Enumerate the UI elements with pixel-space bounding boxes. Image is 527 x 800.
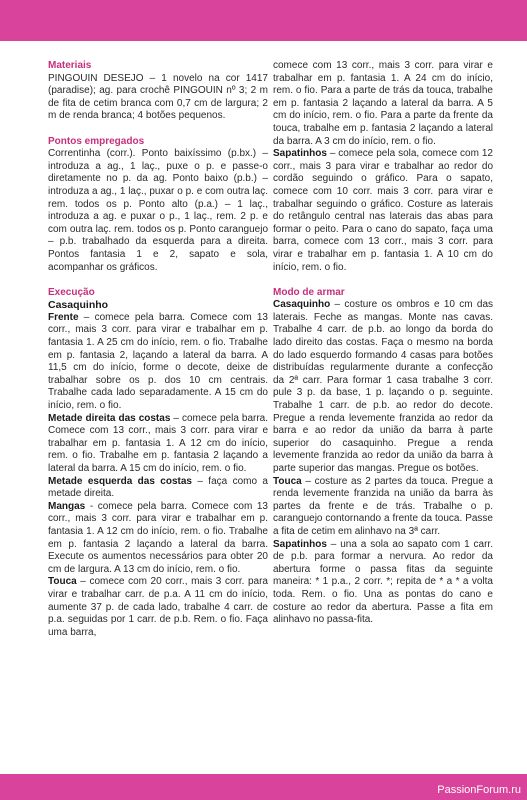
top-decorative-band	[0, 0, 527, 41]
metade-direita-text: – comece pela barra. Comece com 13 corr., mais 3 corr. para virar e trabalhar em p. fantasia 1. A 12 cm do início, rem. o fio. Trabalhe em p. fantasia 2 laçando a lateral da barra. A 15 cm do início, rem. o fio.	[48, 412, 269, 474]
materials-heading: Materiais	[48, 60, 92, 71]
assembly-touca-label: Touca	[273, 475, 302, 487]
metade-esquerda-label: Metade esquerda das costas	[48, 475, 192, 487]
assembly-heading: Modo de armar	[273, 286, 345, 298]
watermark-text: PassionForum.ru	[437, 784, 521, 796]
sapatinhos-text: – comece pela sola, comece com 12 corr., mais 3 para virar e trabalhar ao redor do cordão seguindo o gráfico. Para o sapato, comece com 10 corr. mais 3 corr. para virar e trabalhar seguindo o gráfico. Costure as laterais do retângulo central nas laterais das abas para formar o peito. Para o cano do sapato, faça uma barra, comece com 13 corr., mais 3 corr. para virar e trabalhar em p. fantasia 1. A 10 cm do início, rem. o fio.	[273, 148, 493, 273]
touca-label: Touca	[48, 576, 77, 588]
casaquinho-subheading: Casaquinho	[48, 299, 109, 312]
assembly-casaquinho-paragraph	[273, 299, 493, 475]
metade-esquerda-text: – faça como a metade direita.	[48, 475, 268, 500]
metade-direita-label: Metade direita das costas	[48, 412, 171, 424]
mangas-text: - comece pela barra. Comece com 13 corr., mais 3 corr. para virar e trabalhar em p. fantasia 1. A 12 cm do início, rem. o fio. Trabalhe em p. fantasia 2 laçando a lateral da barra. Execute os aumentos necessários para obter 20 cm de largura. A 13 cm do início, rem. o fio.	[48, 500, 268, 575]
metade-direita-paragraph	[48, 413, 268, 476]
metade-esquerda-paragraph	[48, 476, 268, 501]
mangas-paragraph	[48, 501, 268, 577]
assembly-touca-text: – costure as 2 partes da touca. Pregue a renda levemente franzida na união da barra às partes da frente e de trás. Trabalhe o p. caranguejo contornando a frente da touca. Passe a fita de cetim em alinhavo na 3ª carr.	[273, 475, 493, 537]
bottom-decorative-band	[0, 774, 527, 800]
touca-continuation: comece com 13 corr., mais 3 corr. para virar e trabalhar em p. fantasia 1. A 24 cm do início, rem. o fio. Para a parte de trás da touca, trabalhe em p. fantasia 2 laçando a lateral da barra. A 5 cm do início, rem. o fio. Para a parte da frente da touca, trabalhe em p. fantasia 2 laçando a lateral da barra. A 3 cm do início, rem. o fio.	[273, 60, 493, 147]
assembly-casaquinho-text: – costure os ombros e 10 cm das laterais. Feche as mangas. Monte nas cavas. Trabalhe 4 carr. de p.b. ao longo da borda do lado direito das costas. Faça o mesmo na borda do lado esquerdo formando 4 casas para botões distribuídas regularmente durante a confecção da 2ª carr. Para formar 1 casa trabalhe 3 corr. pule 3 p. da base, 1 p. laçando o p. seguinte. Trabalhe 1 carr. de p.b. ao redor do decote. Pregue a renda levemente franzida ao redor da barra e ao redor da união da barra à parte superior do casaquinho. Pregue a renda levemente franzida ao redor da união da barra à parte superior das mangas. Pregue os botões.	[273, 299, 493, 474]
assembly-sapatinhos-label: Sapatinhos	[273, 538, 327, 550]
assembly-sapatinhos-text: – una a sola ao sapato com 1 carr. de p.b. para formar a nervura. Ao redor da abertura forme o passa fitas da seguinte maneira: * 1 p.a., 2 corr. *; repita de * a * a volta toda. Rem. o fio. Una as pontas do cano e costure ao redor da abertura. Passe a fita em alinhavo no passa-fita.	[273, 538, 493, 626]
stitches-heading: Pontos empregados	[48, 135, 145, 147]
touca-text: – comece com 20 corr., mais 3 corr. para virar e trabalhar carr. de p.a. A 11 cm do início, aumente 37 p. de cada lado, trabalhe 4 carr. de p.a. seguidas por 1 carr. de p.b. Rem. o fio. Faça uma barra,	[48, 576, 268, 638]
touca-paragraph	[48, 576, 268, 639]
frente-paragraph	[48, 312, 268, 413]
mangas-label: Mangas	[48, 500, 86, 512]
stitches-text: Correntinha (corr.). Ponto baixíssimo (p.bx.) – introduza a ag., 1 laç., puxe o p. e passe-o diretamente no p. da ag. Ponto baixo (p.b.) – introduza a ag., 1 laç., puxar o p. e com outra laç. rem. todos os p. Ponto alto (p.a.) – 1 laç., introduza a ag. e puxar o p., 1 laç., rem. 2 p. e com outra laç. rem. todos os p. Ponto caranguejo – p.b. trabalhado da esquerda para a direita. Pontos fantasia 1 e 2, sapato e sola, acompanhar os gráficos.	[48, 148, 268, 273]
sapatinhos-label: Sapatinhos	[273, 148, 327, 160]
assembly-sapatinhos-paragraph	[273, 539, 493, 627]
left-column	[48, 60, 268, 639]
right-column	[273, 60, 493, 627]
frente-label: Frente	[48, 311, 79, 323]
execution-heading: Execução	[48, 286, 95, 298]
assembly-touca-paragraph	[273, 476, 493, 539]
frente-text: – comece pela barra. Comece com 13 corr., mais 3 corr. para virar e trabalhar em p. fantasia 1. A 25 cm do início, rem. o fio. Trabalhe em p. fantasia 2, laçando a lateral da barra. A 11,5 cm do início, forme o decote, deixe de trabalhar sobre os p. dos 10 cm centrais. Trabalhe cada lado separadamente. A 15 cm do início, rem. o fio.	[48, 311, 268, 412]
assembly-casaquinho-label: Casaquinho	[273, 299, 331, 311]
materials-text: PINGOUIN DESEJO – 1 novelo na cor 1417 (paradise); ag. para crochê PINGOUIN nº 3; 2 m de fita de cetim branca com 0,7 cm de largura; 2 m de renda branca; 4 botões pequenos.	[48, 72, 268, 122]
sapatinhos-paragraph	[273, 148, 493, 274]
